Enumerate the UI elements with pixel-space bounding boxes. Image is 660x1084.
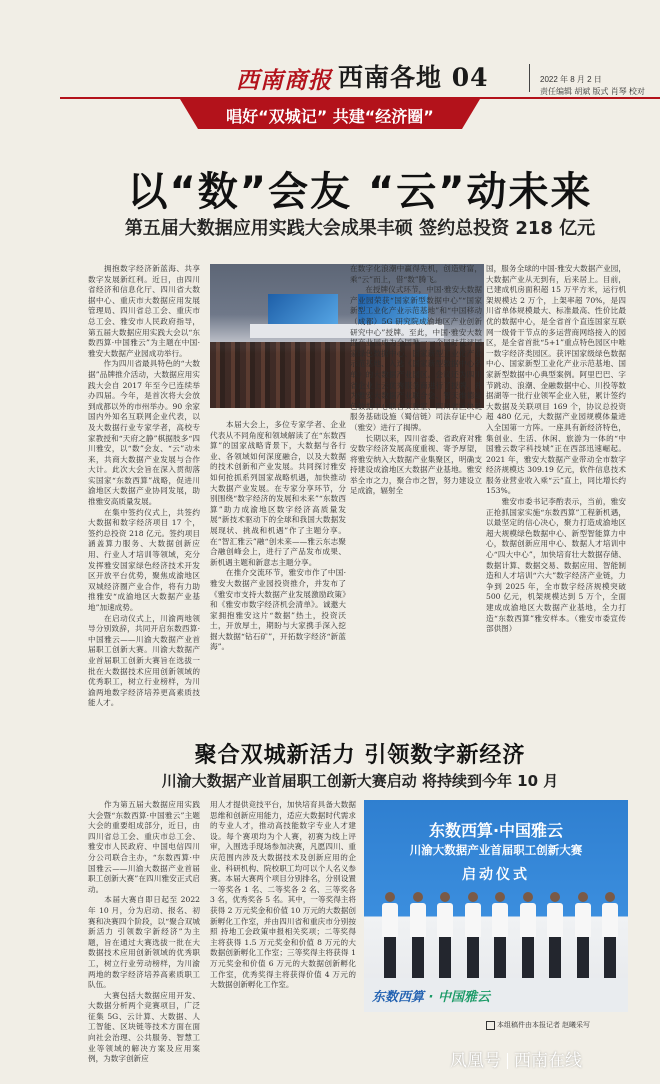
article1-column-2: 本届大会上，多位专家学者、企业代表从不同角度和领域解读了在“东数西算”的国家战略背景下，大数据与各行业、各领域如何深度融合，以及大数据的技术创新和产业发展。共同探讨雅安如何抢抓系列国家战略机遇，加快推动大数据产业发展。在专家分享环节，分别围绕“数字经济的发展和未来”“东数西算”助力成渝地区数字经济高质量发展“新技术驱动下的全球和我国大数据发展现状、挑战和机遇”作了主题分享。在“智汇雅云”融“创未来——雅云东志聚合融创峰会上，进行了产品发布成果、新机遇主题和新意志主题分享。 在推介交流环节，雅安市作了中国·雅安大数据产业园投资推介，并发布了《雅安市支持大数据产业发展激励政策》和《雅安市数字经济机会清单》。诚邀大家拥抱雅安这片“数据”热土，投资沃土，开放厚土，期盼与大家携手深入挖掘大数据“钻石矿”，开拓数字经济“新蓝海”。 bbox=[210, 420, 346, 652]
ceremony-person bbox=[465, 892, 481, 978]
article1-headline: 以“数”会友 “云”动未来 bbox=[127, 169, 593, 215]
photo-credit-text: 本组稿件由本报记者 赵曦采写 bbox=[497, 1022, 590, 1029]
article2-column-2: 用人才提供竞技平台，加快培育具备大数据思维和创新应用能力，适应大数据时代需求的专业人才，推动高技能数字专业人才建设。每个赛项均为个人赛，初赛为线上评审，入围选手现场参加决赛，凡愿四川、重庆范围内涉及大数据技术及创新应用的企业、科研机构、院校职工均可以个人名义参赛。本届大赛两个项目分别排名，分别设置一等奖各 1 名、二等奖各 2 名、三等奖各 3 名，优秀奖各 5 名。其中，一等奖得主将获得 2 万元奖金和价值 10 万元的大数据创新孵化工作室，并由四川省和重庆市分别按照 持地工会政策申报相关奖项；二等奖得主将获得 1.5 万元奖金和价值 8 万元的大数据创新孵化工作室；三等奖得主将获得 1 万元奖金和价值 6 万元的大数据创新孵化工作室，优秀奖得主将获得价值 4 万元的大数据创新孵化工作室。 bbox=[210, 800, 359, 990]
ceremony-podium-text bbox=[372, 986, 622, 1005]
section-title: 西南各地 04 bbox=[338, 63, 489, 92]
article1-subhead: 第五届大数据应用实践大会成果丰硕 签约总投资 218 亿元 bbox=[124, 218, 596, 239]
article1-column-4: 国，服务全球的中国·雅安大数据产业园，大数据产业从无到有，后来居上。目前，已建成机房面积超 15 万平方米，运行机架规模达 2 万个，上架率超 70%，是四川省单体规模最大、标准最高、性价比最优的数据中心，是全省首个直连国家互联网一级骨干节点的多运营商网络接入的园区，是全省首批“5+1”重点特色园区中唯一数字经济类园区。获评国家级绿色数据中心、国家新型工业化产业示范基地、国家新型数据中心典型案例。阿里巴巴、字节跳动、浪潮、金融数据中心、川投等数据湖等一批行业领军企业入驻，累计签约大数据及关联项目 169 个，协议总投资超 480 亿元，大数据产业园规模体量进入全国第一方阵。一座具有新经济特色，集创业、生活、休闲、旅游为一体的“中国雅云数字科技城”正在西部迅速崛起。2021 年，雅安大数据产业带动全市数字经济规模达 309.19 亿元，软件信息技术服务业营业收入乘“云”直上，同比增长约 153%。 雅安市委书记李酌表示，当前，雅安正抢抓国家实施“东数西算”工程新机遇，以最坚定的信心决心，聚力打造成渝地区超大规模绿色数据中心、新型智能算力中心，数据创新应用中心、数据人才培训中心“四大中心”，加快培育壮大数据存储、数据计算、数据交易、数据应用、智能制造和人才培训“六大”数字经济产业链，力争到 2025 年，全市数字经济规模突破 500 亿元，机架规模达到 5 万个，全面建成成渝地区大数据产业基地，全力打造“东数西算”雅安样本。（雅安市委宣传部供图） bbox=[486, 264, 626, 634]
ceremony-backdrop-label: 启动仪式 bbox=[462, 867, 530, 883]
article2-column-1: 作为第五届大数据应用实践大会暨“东数西算·中国雅云”主题大会的重要组成部分，近日，由四川省总工会、重庆市总工会、雅安市人民政府、中国电信四川分公司联合主办，“东数西算·中国雅云——川渝大数据产业首届职工创新大赛”在四川雅安正式启动。 本届大赛自即日起至 2022 年 10 月，分为启动、报名、初赛和决赛四个阶段，以“聚合双城新活力 引领数字新经济”为主题，旨在通过大赛选拔一批在大数据技术应用创新领域的优秀职工，树立行业劳动榜样，为川渝两地的数字经济培养高素质职工队伍。 大赛包括大数据应用开发、大数据分析两个竞赛项目，广泛征集 5G、云计算、大数据、人工智能、区块链等技术方面在面向社会治理、公共服务、智慧工业等领域的解决方案及应用案例，为数字创新应 bbox=[88, 800, 200, 1064]
ceremony-person bbox=[410, 892, 426, 978]
stage-screen-left bbox=[268, 294, 338, 326]
ceremony-person bbox=[547, 892, 563, 978]
ceremony-person bbox=[382, 892, 398, 978]
ceremony-person bbox=[602, 892, 618, 978]
topic-banner-text: 唱好“双城记” 共建“经济圈” bbox=[226, 107, 434, 126]
editors-credit: 责任编辑 胡斌 版式 肖琴 校对 bbox=[540, 87, 645, 96]
ceremony-person bbox=[437, 892, 453, 978]
article2-subhead: 川渝大数据产业首届职工创新大赛启动 将持续到今年 10 月 bbox=[161, 772, 559, 790]
article1-column-1: 拥抱数字经济新蓝海、共享数字发展新红利。近日，由四川省经济和信息化厅、四川省大数据中心、重庆市大数据应用发展管理局、四川省总工会、重庆市总工会、雅安市人民政府指导，第五届大数据应用实践大会以“东数西算·中国雅云”为主题在中国·雅安大数据产业园成功举行。 作为四川省最具特色的“大数据”品牌推介活动，大数据应用实践大会自 2017 年至今已连续举办四届。今年，是首次将大会放到成都以外的市州举办。90 余家国内外知名互联网企业代表，以及大数据行业专家学者，高校专家教授和“天府之静”棋据肢多“四川雅安，以“数”会友、“云”动未来，共商大数据产业发展与合作大计。此次大会旨在深入贯彻落实国家“东数西算”战略，促进川渝地区大数据产业协同发展，助推雅安高质量发展。 在集中签约仪式上，共签约大数据和数字经济项目 17 个，签约总投资 218 亿元。签约项目涵盖算力服务、大数据创新应用、行业人才培训等领域，充分发挥雅安国家绿色经济技术开发区开放平台优势，聚焦成渝地区双城经济圈产业合作，将有力助推雅安“成渝地区大数据产业基地”加速成势。 在启动仪式上，川渝两地领导分别致辞，共同开启东数西算·中国雅云——川渝大数据产业首届职工创新大赛。川渝大数据产业首届职工创新大赛旨在选拔一批在大数据技术应用创新领域的优秀职工，树立行业榜样，为川渝两地数字经济培养更高素质技能人才。 bbox=[88, 264, 200, 708]
masthead-divider bbox=[529, 64, 530, 92]
watermark-separator bbox=[507, 1053, 508, 1069]
ceremony-officials bbox=[374, 892, 618, 978]
ceremony-person bbox=[520, 892, 536, 978]
ceremony-backdrop-subtitle: 川渝大数据产业首届职工创新大赛 bbox=[409, 843, 583, 857]
launch-ceremony-photo bbox=[364, 800, 628, 1012]
watermark-left: 凤凰号 bbox=[450, 1051, 501, 1071]
source-watermark bbox=[450, 1046, 655, 1074]
ceremony-backdrop-title: 东数西算·中国雅云 bbox=[428, 821, 564, 840]
caption-marker-icon bbox=[486, 1021, 495, 1030]
article2-headline: 聚合双城新活力 引领数字新经济 bbox=[194, 743, 526, 768]
podium-text-left: 东数西算 bbox=[372, 990, 425, 1005]
issue-date: 2022 年 8 月 2 日 bbox=[540, 75, 602, 84]
masthead-rule bbox=[60, 97, 660, 99]
article1-column-3: 在数字化浪潮中赢得先机，创造财富，乘“云”而上，借“数”腾飞。 在授牌仪式环节，中国·雅安大数据产业园荣获“国家新型数据中心”“国家新型工业化产业示范基地”和“中国移动（成都）5G 研究院成渝地区产业创新研究中心”授牌。至此，中国·雅安大数据产业园成为全国唯一一个同时获评国家绿色数据中心、国家新型工业化产业示范基地、入选《国家新型数据中心名单》的大数据产业园区。会议还为四川省企业上云优秀服务商进行了授牌，并为雅安大数据产业联合会、智天维德绿色数据中心联合实验室、四川省区块链服务基础设施（蜀信链）司法存证中心（雅安）进行了揭牌。 长期以来，四川省委、省政府对雅安数字经济发展高度重视、寄予厚望，将雅安纳入大数据产业集聚区，明确支持建设成渝地区大数据产业基地。雅安举全市之力，聚合市之智，努力建设立足成渝，辐射全 bbox=[350, 264, 482, 496]
ceremony-person bbox=[492, 892, 508, 978]
watermark-right: 西南在线 bbox=[514, 1051, 582, 1071]
photo-credit bbox=[486, 1020, 656, 1030]
podium-text-right: · 中国雅云 bbox=[428, 990, 491, 1005]
newspaper-brand-logo: 西南商报 bbox=[236, 67, 332, 94]
masthead bbox=[0, 0, 660, 100]
ceremony-person bbox=[575, 892, 591, 978]
